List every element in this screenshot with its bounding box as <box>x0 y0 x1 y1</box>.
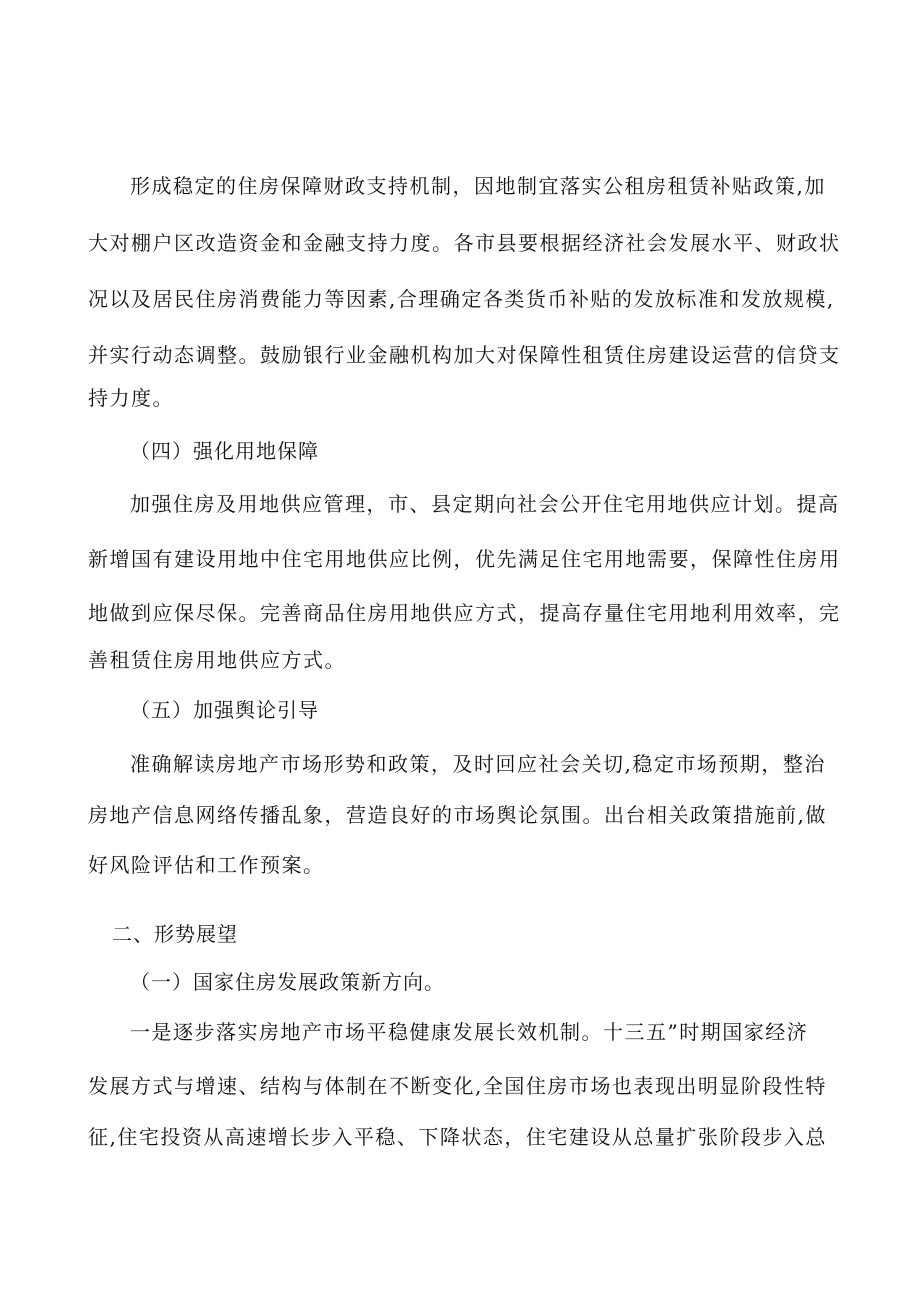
paragraph-line: 持力度。 <box>88 386 174 410</box>
paragraph-line: 加强住房及用地供应管理，市、县定期向社会公开住宅用地供应计划。提高 <box>130 492 840 516</box>
paragraph-line: 房地产信息网络传播乱象，营造良好的市场舆论氛围。出台相关政策措施前,做 <box>88 803 827 827</box>
paragraph-line: 地做到应保尽保。完善商品住房用地供应方式，提高存量住宅用地利用效率，完 <box>88 601 841 625</box>
paragraph-line: 发展方式与增速、结构与体制在不断变化,全国住房市场也表现出明显阶段性特 <box>88 1074 827 1098</box>
paragraph-line: 大对棚户区改造资金和金融支持力度。各市县要根据经济社会发展水平、财政状 <box>88 231 841 255</box>
paragraph-line: 准确解读房地产市场形势和政策，及时回应社会关切,稳定市场预期，整治 <box>130 752 826 776</box>
paragraph-line: 形成稳定的住房保障财政支持机制，因地制宜落实公租房租赁补贴政策,加 <box>130 174 826 198</box>
paragraph-line: 并实行动态调整。鼓励银行业金融机构加大对保障性租赁住房建设运营的信贷支 <box>88 343 841 367</box>
paragraph-line: 况以及居民住房消费能力等因素,合理确定各类货币补贴的发放标准和发放规模, <box>88 287 835 311</box>
paragraph-line: 善租赁住房用地供应方式。 <box>88 648 346 672</box>
chapter-heading: 二、形势展望 <box>112 922 238 946</box>
paragraph-line: 一是逐步落实房地产市场平稳健康发展长效机制。十三五”时期国家经济 <box>130 1020 809 1044</box>
section-heading: （四）强化用地保障 <box>130 439 319 463</box>
paragraph-line: 征,住宅投资从高速增长步入平稳、下降状态，住宅建设从总量扩张阶段步入总 <box>88 1125 827 1149</box>
subsection-heading: （一）国家住房发展政策新方向。 <box>130 970 445 994</box>
paragraph-line: 新增国有建设用地中住宅用地供应比例，优先满足住宅用地需要，保障性住房用 <box>88 547 841 571</box>
paragraph-line: 好风险评估和工作预案。 <box>88 853 325 877</box>
section-heading: （五）加强舆论引导 <box>130 698 319 722</box>
